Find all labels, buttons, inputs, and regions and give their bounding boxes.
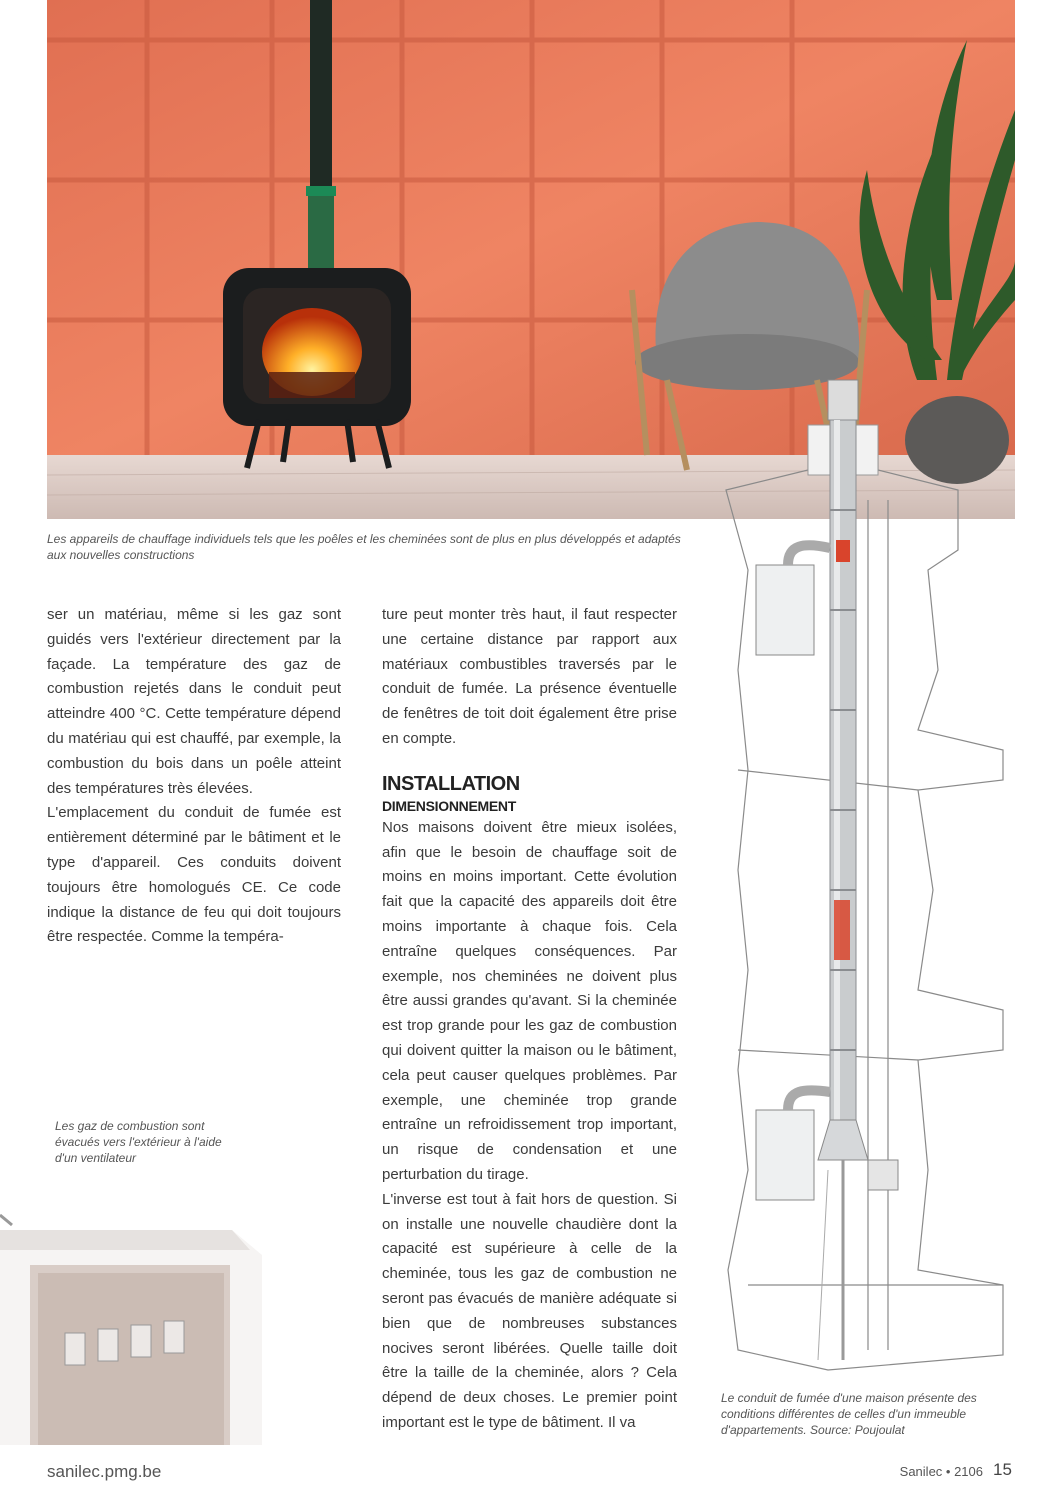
text-column-2 (382, 603, 677, 1436)
flue-diagram (718, 370, 1018, 1380)
fan-caption: Les gaz de combustion sont évacués vers l'extérieur à l'aide d'un ventilateur (55, 1119, 222, 1165)
column-2-paragraph-1: ture peut monter très haut, il faut respecter une certaine distance par rapport aux matériaux combustibles traversés par le conduit de fumée. La présence éventuelle de fenêtres de toit doit également être prise en compte. (382, 606, 677, 747)
column-1-paragraph-2: L'emplacement du conduit de fumée est entièrement déterminé par le bâtiment et le type d'appareil. Ces conduits doivent toujours être homologués CE. Ce code indique la distance de feu qui doit toujours être respectée. Comme la tempéra- (47, 804, 341, 946)
section-heading: INSTALLATION (382, 772, 520, 795)
column-1-paragraph-1: ser un matériau, même si les gaz sont guidés vers l'extérieur directement par la façade. La température des gaz de combustion rejetés dans le conduit peut atteindre 400 °C. Cette température dépend du matériau qui est chauffé, par exemple, la combustion du bois dans un poêle atteint des températures très élevées. (47, 606, 341, 797)
text-column-1 (47, 603, 341, 950)
section-subheading: DIMENSIONNEMENT (382, 797, 516, 814)
website-link[interactable]: sanilec.pmg.be (47, 1462, 162, 1481)
column-2-paragraph-2: Nos maisons doivent être mieux isolées, afin que le besoin de chauffage soit de moins en moins important. Cette évolution fait que la capacité des appareils doit être moins importante à chaque fois. Cela entraîne quelques conséquences. Par exemple, nos cheminées ne doivent plus être aussi grandes qu'avant. Si la cheminée est trop grande pour les gaz de combustion qui doivent quitter la maison ou le bâtiment, cela peut causer quelques problèmes. Par exemple, une cheminée trop grande entraîne un refroidissement trop important, un risque de condensation et une perturbation du tirage. (382, 818, 677, 1183)
column-2-paragraph-3: L'inverse est tout à fait hors de question. Si on installe une nouvelle chaudière dont la capacité est supérieure à celle de la cheminée, tous les gaz de combustion ne seront pas évacués de manière adéquate si bien que de nombreuses substances nocives seront libérées. Quelle taille doit être la taille de la cheminée, alors ? Cela dépend de deux choses. Le premier point important est le type de bâtiment. Il va (382, 1190, 677, 1431)
diagram-caption: Le conduit de fumée d'une maison présente des conditions différentes de celles d'un immeuble d'appartements. Source: Poujoulat (721, 1391, 977, 1437)
page-number: 15 (993, 1460, 1012, 1479)
photo-caption: Les appareils de chauffage individuels tels que les poêles et les cheminées sont de plus en plus développés et adaptés aux nouvelles constructions (47, 532, 681, 562)
issue-label: Sanilec • 2106 (899, 1464, 983, 1479)
ventilator-illustration (0, 1195, 262, 1445)
